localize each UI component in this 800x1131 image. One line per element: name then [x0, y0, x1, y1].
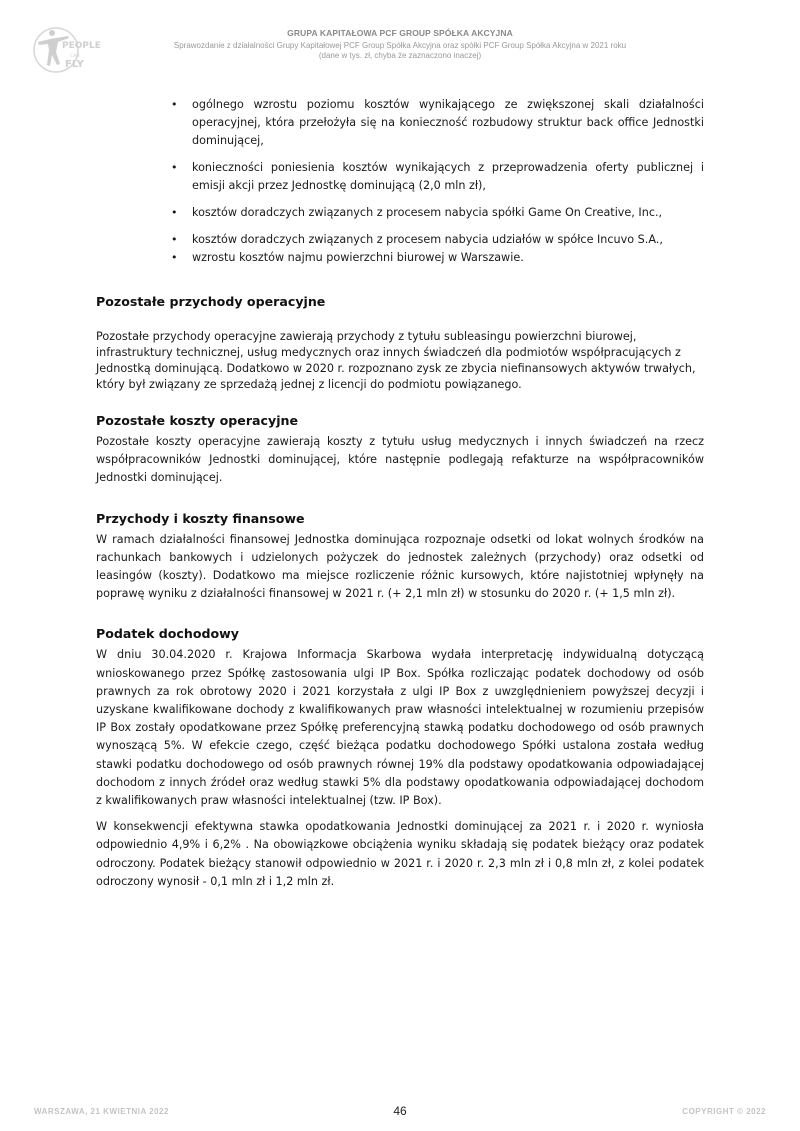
cost-bullet-list [96, 96, 704, 267]
page-footer [0, 1104, 800, 1122]
paragraph-other-income: Pozostałe przychody operacyjne zawierają przychody z tytułu subleasingu powierzchni biurowej, infrastruktury technicznej, usług medycznych oraz innych świadczeń dla podmiotów współpracujących z Jednostką dominującą. Dodatkowo w 2020 r. rozpoznano zysk ze zbycia niefinansowych aktywów trwałych, który był związany ze sprzedażą jednej z licencji do podmiotu powiązanego. [96, 330, 696, 391]
bullet-icon: • [171, 98, 178, 111]
section-heading-finance: Przychody i koszty finansowe [96, 510, 305, 526]
report-title: Sprawozdanie z działalności Grupy Kapitałowej PCF Group Spółka Akcyjna oraz spółki PCF Group Spółka Akcyjna w 2021 roku [173, 41, 627, 50]
bullet-text: wzrostu kosztów najmu powierzchni biurowej w Warszawie. [192, 251, 524, 264]
paragraph-finance: W ramach działalności finansowej Jednostka dominująca rozpoznaje odsetki od lokat wolnych środków na rachunkach bankowych i udzielonych pożyczek do jednostek zależnych (przychody) oraz odsetki od leasingów (koszty). Dodatkowo ma miejsce rozliczenie różnic kursowych, które najistotniej wpłynęły na poprawę wyniku z działalności finansowej w 2021 r. (+ 2,1 mln zł) w stosunku do 2020 r. (+ 1,5 mln zł). [96, 532, 704, 601]
section-heading-other-income: Pozostałe przychody operacyjne [96, 294, 326, 309]
page-number: 46 [393, 1104, 407, 1118]
main-content [96, 96, 704, 891]
list-item [96, 96, 704, 150]
section-heading-tax: Podatek dochodowy [96, 626, 239, 642]
bullet-icon: • [171, 161, 178, 174]
paragraph-tax-2: W konsekwencji efektywna stawka opodatkowania Jednostki dominującej za 2021 r. i 2020 r. wyniosła odpowiednio 4,9% i 6,2% . Na obowiązkowe obciążenia wyniku składają się podatek bieżący oraz podatek odroczony. Podatek bieżący stanowił odpowiednio w 2021 r. i 2020 r. 2,3 mln zł i 0,8 mln zł, z kolei podatek odroczony wynosił - 0,1 mln zł i 1,2 mln zł. [96, 820, 704, 888]
section-heading-other-costs: Pozostałe koszty operacyjne [96, 413, 299, 428]
logo-text-fly: FLY [65, 59, 84, 70]
footer-place-date: WARSZAWA, 21 KWIETNIA 2022 [34, 1107, 169, 1116]
page-header [0, 28, 800, 60]
bullet-icon: • [171, 233, 178, 246]
bullet-icon: • [171, 206, 178, 219]
logo-text-can: CAN [70, 54, 80, 59]
list-item [96, 204, 704, 222]
footer-copyright: COPYRIGHT © 2022 [682, 1107, 766, 1116]
paragraph-tax-1: W dniu 30.04.2020 r. Krajowa Informacja Skarbowa wydała interpretację indywidualną dotyczącą wnioskowanego przez Spółkę zastosowania ulgi IP Box. Spółka rozliczając podatek dochodowy od osób prawnych za rok obrotowy 2020 i 2021 korzystała z ulgi IP Box z uwzględnieniem powyższej decyzji i uzyskane kwalifikowane dochody z kwalifikowanych praw własności intelektualnej w rozumieniu przepisów IP Box zostały opodatkowane przez Spółkę preferencyjną stawką podatku dochodowego od osób prawnych wynoszącą 5%. W efekcie czego, część bieżąca podatku dochodowego Spółki ustalona została według stawki podatku dochodowego od osób prawnych równej 19% dla podstawy opodatkowania odpowiadającej dochodom z innych źródeł oraz według stawki 5% dla podstawy opodatkowania odpowiadającej dochodom z kwalifikowanych praw własności intelektualnej (tzw. IP Box). [96, 648, 704, 808]
bullet-icon: • [171, 251, 178, 264]
paragraph-other-costs: Pozostałe koszty operacyjne zawierają koszty z tytułu usług medycznych i innych świadczeń na rzecz współpracowników Jednostki dominującej, które następnie podlegają refakturze na współpracowników Jednostki dominującej. [96, 435, 704, 485]
list-item [96, 159, 704, 195]
units-note: (dane w tys. zł, chyba że zaznaczono inaczej) [318, 51, 482, 60]
company-name: GRUPA KAPITAŁOWA PCF GROUP SPÓŁKA AKCYJNA [287, 28, 513, 38]
list-item [96, 249, 704, 267]
bullet-text: kosztów doradczych związanych z procesem nabycia spółki Game On Creative, Inc., [192, 206, 663, 219]
list-item [96, 231, 704, 249]
bullet-text: ogólnego wzrostu poziomu kosztów wynikającego ze zwiększonej skali działalności operacyjnej, która przełożyła się na konieczność rozbudowy struktur back office Jednostki dominującej, [192, 98, 704, 147]
bullet-text: konieczności poniesienia kosztów wynikających z przeprowadzenia oferty publicznej i emisji akcji przez Jednostkę dominującą (2,0 mln zł), [192, 161, 704, 192]
logo-text-people: PEOPLE [62, 41, 101, 51]
bullet-text: kosztów doradczych związanych z procesem nabycia udziałów w spółce Incuvo S.A., [192, 233, 663, 246]
